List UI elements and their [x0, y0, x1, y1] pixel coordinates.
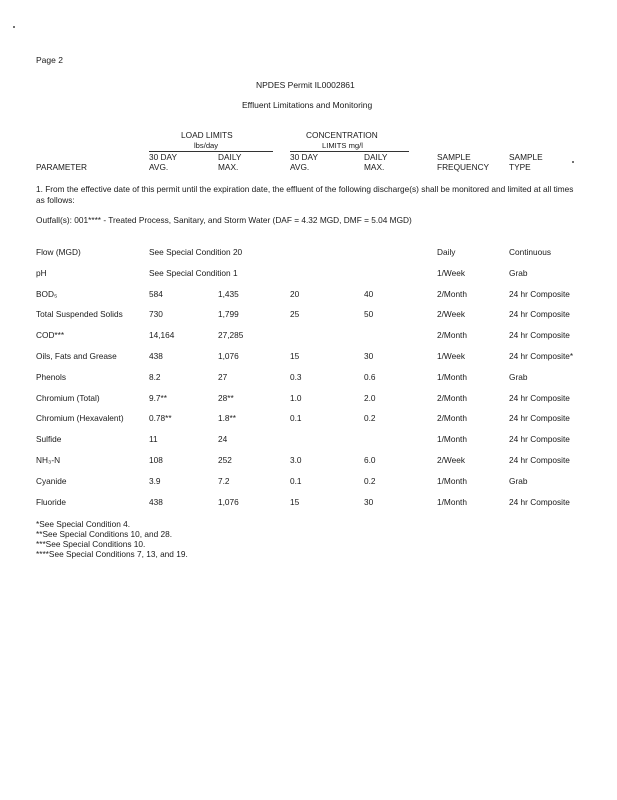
conc-max-cell: 6.0 [364, 455, 376, 465]
conc-avg-cell: 15 [290, 351, 300, 361]
parameter-cell: pH [36, 268, 47, 278]
sample-type-cell: 24 hr Composite [509, 413, 570, 423]
parameter-cell: Phenols [36, 372, 66, 382]
outfall-description: Outfall(s): 001**** - Treated Process, Sanitary, and Storm Water (DAF = 4.32 MGD, DMF = 5.04 MGD) [36, 215, 412, 225]
load-avg-cell: See Special Condition 20 [149, 247, 243, 257]
scan-speck [572, 161, 574, 163]
sample-type-cell: 24 hr Composite [509, 434, 570, 444]
parameter-cell: Flow (MGD) [36, 247, 81, 257]
load-avg-cell: 584 [149, 289, 163, 299]
parameter-cell: BOD₅ [36, 289, 58, 299]
concentration-header: CONCENTRATION [306, 130, 378, 140]
frequency-cell: 1/Month [437, 372, 467, 382]
sample-type-cell: 24 hr Composite [509, 455, 570, 465]
conc-max-cell: 0.2 [364, 476, 376, 486]
load-avg-cell: 108 [149, 455, 163, 465]
concentration-units: LIMITS mg/l [322, 141, 363, 150]
load-max-header-2: MAX. [218, 162, 239, 172]
load-avg-cell: 9.7** [149, 393, 167, 403]
footnote: ****See Special Conditions 7, 13, and 19. [36, 549, 188, 559]
sample-type-cell: 24 hr Composite [509, 289, 570, 299]
sample-type-cell: 24 hr Composite [509, 309, 570, 319]
load-avg-header-2: AVG. [149, 162, 169, 172]
scan-speck [13, 26, 15, 28]
conc-max-cell: 30 [364, 351, 374, 361]
sample-type-cell: Grab [509, 372, 528, 382]
conc-max-cell: 0.6 [364, 372, 376, 382]
conc-avg-cell: 15 [290, 497, 300, 507]
load-max-cell: 1,435 [218, 289, 239, 299]
load-avg-cell: 14,164 [149, 330, 175, 340]
conc-max-cell: 50 [364, 309, 374, 319]
intro-paragraph: 1. From the effective date of this permit until the expiration date, the effluent of the following discharge(s) shall be monitored and limited at all times as follows: [36, 184, 574, 205]
parameter-cell: Total Suspended Solids [36, 309, 123, 319]
load-max-cell: 1,076 [218, 351, 239, 361]
section-subtitle: Effluent Limitations and Monitoring [242, 100, 373, 110]
conc-avg-cell: 0.3 [290, 372, 302, 382]
load-avg-cell: 438 [149, 497, 163, 507]
frequency-cell: 2/Month [437, 330, 467, 340]
sample-frequency-header-1: SAMPLE [437, 152, 471, 162]
load-avg-cell: 3.9 [149, 476, 161, 486]
parameter-header: PARAMETER [36, 162, 88, 172]
parameter-cell: Oils, Fats and Grease [36, 351, 117, 361]
frequency-cell: 1/Month [437, 476, 467, 486]
footnote: *See Special Condition 4. [36, 519, 131, 529]
parameter-cell: COD*** [36, 330, 65, 340]
load-avg-cell: See Special Condition 1 [149, 268, 238, 278]
sample-type-header-2: TYPE [509, 162, 531, 172]
load-max-header-1: DAILY [218, 152, 242, 162]
frequency-cell: 1/Week [437, 268, 465, 278]
conc-max-cell: 30 [364, 497, 374, 507]
footnote: ***See Special Conditions 10. [36, 539, 146, 549]
sample-type-header-1: SAMPLE [509, 152, 543, 162]
conc-avg-cell: 3.0 [290, 455, 302, 465]
sample-type-cell: Continuous [509, 247, 551, 257]
load-units: lbs/day [194, 141, 219, 150]
conc-avg-cell: 25 [290, 309, 300, 319]
conc-avg-cell: 0.1 [290, 476, 302, 486]
conc-avg-header-2: AVG. [290, 162, 310, 172]
load-avg-cell: 730 [149, 309, 163, 319]
frequency-cell: 2/Month [437, 413, 467, 423]
sample-type-cell: Grab [509, 476, 528, 486]
load-max-cell: 1,799 [218, 309, 239, 319]
conc-max-cell: 0.2 [364, 413, 376, 423]
parameter-cell: Chromium (Total) [36, 393, 100, 403]
load-max-cell: 27 [218, 372, 228, 382]
load-avg-cell: 8.2 [149, 372, 161, 382]
permit-title: NPDES Permit IL0002861 [256, 80, 355, 90]
sample-frequency-header-2: FREQUENCY [437, 162, 490, 172]
load-max-cell: 7.2 [218, 476, 230, 486]
parameter-cell: Fluoride [36, 497, 66, 507]
conc-avg-cell: 20 [290, 289, 300, 299]
load-max-cell: 24 [218, 434, 228, 444]
sample-type-cell: 24 hr Composite [509, 497, 570, 507]
parameter-cell: NH₃-N [36, 455, 61, 465]
frequency-cell: 1/Month [437, 434, 467, 444]
conc-avg-cell: 1.0 [290, 393, 302, 403]
frequency-cell: 1/Week [437, 351, 465, 361]
conc-max-header-2: MAX. [364, 162, 385, 172]
page-label: Page 2 [36, 55, 63, 65]
frequency-cell: 2/Week [437, 309, 465, 319]
frequency-cell: Daily [437, 247, 456, 257]
parameter-cell: Cyanide [36, 476, 67, 486]
load-avg-cell: 0.78** [149, 413, 172, 423]
conc-avg-header-1: 30 DAY [290, 152, 318, 162]
conc-max-header-1: DAILY [364, 152, 388, 162]
conc-avg-cell: 0.1 [290, 413, 302, 423]
sample-type-cell: 24 hr Composite* [509, 351, 574, 361]
load-max-cell: 27,285 [218, 330, 244, 340]
sample-type-cell: Grab [509, 268, 528, 278]
load-avg-cell: 438 [149, 351, 163, 361]
frequency-cell: 2/Week [437, 455, 465, 465]
load-max-cell: 252 [218, 455, 232, 465]
parameter-cell: Chromium (Hexavalent) [36, 413, 124, 423]
parameter-cell: Sulfide [36, 434, 62, 444]
footnote: **See Special Conditions 10, and 28. [36, 529, 173, 539]
load-max-cell: 1.8** [218, 413, 236, 423]
load-avg-cell: 11 [149, 434, 158, 444]
load-max-cell: 1,076 [218, 497, 239, 507]
load-limits-header: LOAD LIMITS [181, 130, 233, 140]
conc-max-cell: 40 [364, 289, 374, 299]
sample-type-cell: 24 hr Composite [509, 330, 570, 340]
frequency-cell: 2/Month [437, 289, 467, 299]
sample-type-cell: 24 hr Composite [509, 393, 570, 403]
frequency-cell: 2/Month [437, 393, 467, 403]
frequency-cell: 1/Month [437, 497, 467, 507]
load-max-cell: 28** [218, 393, 234, 403]
load-avg-header-1: 30 DAY [149, 152, 177, 162]
conc-max-cell: 2.0 [364, 393, 376, 403]
